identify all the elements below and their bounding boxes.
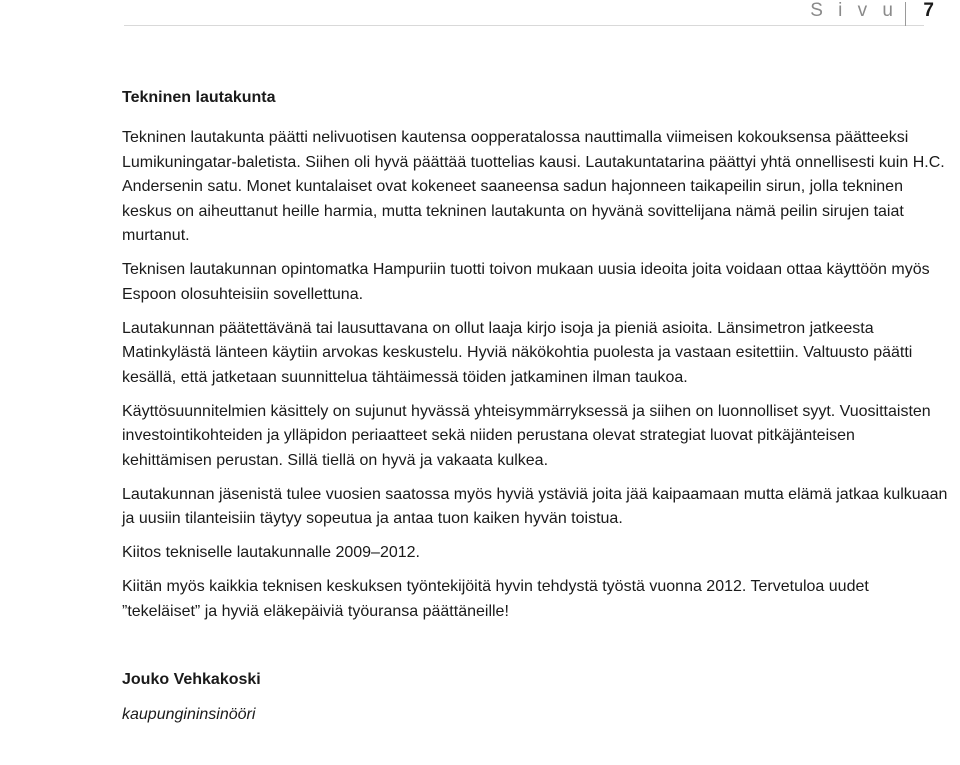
- paragraph: Teknisen lautakunnan opintomatka Hampuriin tuotti toivon mukaan uusia ideoita joita voidaan ottaa käyttöön myös Espoon olosuhteisiin sovellettuna.: [122, 261, 930, 303]
- paragraph: Lautakunnan jäsenistä tulee vuosien saatossa myös hyviä ystäviä joita jää kaipaamaan mutta elämä jatkaa kulkuaan ja uusiin tilanteisiin täytyy sopeutua ja antaa tuon kaiken hyvän toistua.: [122, 485, 948, 527]
- page-header: [0, 0, 960, 26]
- page-number: 7: [923, 0, 934, 21]
- paragraph: Tekninen lautakunta päätti nelivuotisen kautensa oopperatalossa nauttimalla viimeisen kokouksensa päätteeksi Lumikuningatar-baletista. Siihen oli hyvä päättää tuottelias kausi. Lautakuntatarina päättyi yhtä onnellisesti kuin H.C. Andersenin satu. Monet kuntalaiset ovat kokeneet saaneensa sadun hajonneen taikapeilin sirun, jolla tekninen keskus on aiheuttanut heille harmia, mutta tekninen lautakunta on hyvänä sovittelijana nämä peilin sirujen taiat murtanut.: [122, 129, 945, 244]
- header-separator: [905, 2, 906, 26]
- paragraph: Käyttösuunnitelmien käsittely on sujunut hyvässä yhteisymmärryksessä ja siihen on luonnolliset syyt. Vuosittaisten investointikohteiden ja ylläpidon periaatteet sekä niiden perustana olevat strategiat luovat pitkäjänteisen kehittämisen perustan. Sillä tiellä on hyvä ja vakaata kulkea.: [122, 402, 931, 469]
- page-label: S i v u: [810, 0, 898, 21]
- header-rule: [124, 25, 924, 26]
- paragraph: Lautakunnan päätettävänä tai lausuttavana on ollut laaja kirjo isoja ja pieniä asioita. Länsimetron jatkeesta Matinkylästä länteen käytiin arvokas keskustelu. Hyviä näkökohtia puolesta ja vastaan esitettiin. Valtuusto päätti kesällä, että jatketaan suunnittelua tähtäimessä töiden jatkaminen ilman taukoa.: [122, 319, 913, 386]
- section-heading: Tekninen lautakunta: [122, 89, 276, 106]
- document-body: [122, 87, 948, 726]
- paragraph: Kiitos tekniselle lautakunnalle 2009–2012.: [122, 544, 420, 561]
- signature-name: Jouko Vehkakoski: [122, 670, 261, 688]
- signature-title: kaupungininsinööri: [122, 705, 256, 723]
- paragraph: Kiitän myös kaikkia teknisen keskuksen työntekijöitä hyvin tehdystä työstä vuonna 2012. Tervetuloa uudet ”tekeläiset” ja hyviä eläkepäiviä työuransa päättäneille!: [122, 578, 869, 620]
- signature-spacer: [122, 634, 948, 669]
